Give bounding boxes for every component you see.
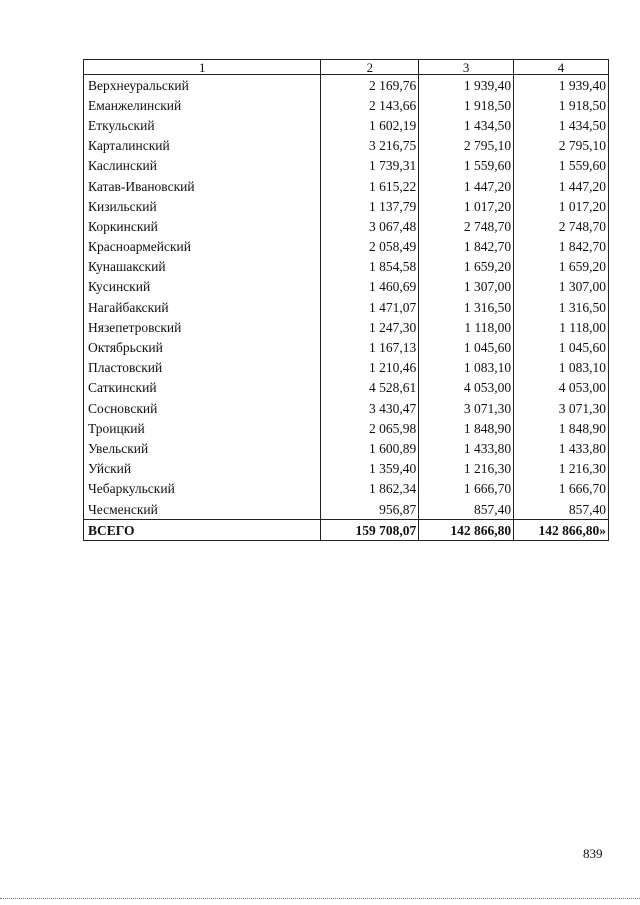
value-col4: 1 434,50 (514, 115, 609, 135)
table-row (84, 257, 609, 277)
value-col3: 1 447,20 (419, 176, 514, 196)
district-name: Октябрьский (84, 337, 321, 357)
value-col2: 956,87 (321, 499, 419, 520)
value-col4: 2 795,10 (514, 136, 609, 156)
total-value-col2: 159 708,07 (321, 520, 419, 541)
value-col2: 1 359,40 (321, 459, 419, 479)
value-col2: 1 854,58 (321, 257, 419, 277)
value-col2: 2 065,98 (321, 418, 419, 438)
value-col4: 3 071,30 (514, 398, 609, 418)
value-col3: 4 053,00 (419, 378, 514, 398)
district-name: Карталинский (84, 136, 321, 156)
value-col3: 2 748,70 (419, 216, 514, 236)
value-col2: 2 058,49 (321, 237, 419, 257)
table-total-row (84, 520, 609, 541)
district-name: Коркинский (84, 216, 321, 236)
value-col3: 1 083,10 (419, 358, 514, 378)
value-col2: 1 600,89 (321, 438, 419, 458)
value-col3: 2 795,10 (419, 136, 514, 156)
table-row (84, 136, 609, 156)
value-col3: 1 559,60 (419, 156, 514, 176)
column-header-4: 4 (514, 60, 609, 75)
value-col4: 857,40 (514, 499, 609, 520)
district-name: Еманжелинский (84, 95, 321, 115)
district-name: Чебаркульский (84, 479, 321, 499)
district-name: Кунашакский (84, 257, 321, 277)
value-col4: 1 666,70 (514, 479, 609, 499)
value-col4: 1 216,30 (514, 459, 609, 479)
district-name: Каслинский (84, 156, 321, 176)
value-col4: 1 559,60 (514, 156, 609, 176)
column-header-2: 2 (321, 60, 419, 75)
table-row (84, 237, 609, 257)
table-row (84, 378, 609, 398)
value-col4: 4 053,00 (514, 378, 609, 398)
budget-table (83, 59, 609, 541)
value-col4: 1 118,00 (514, 317, 609, 337)
district-name: Пластовский (84, 358, 321, 378)
value-col2: 1 602,19 (321, 115, 419, 135)
value-col3: 1 848,90 (419, 418, 514, 438)
value-col4: 1 848,90 (514, 418, 609, 438)
value-col2: 3 067,48 (321, 216, 419, 236)
district-name: Уйский (84, 459, 321, 479)
value-col3: 1 842,70 (419, 237, 514, 257)
value-col3: 1 666,70 (419, 479, 514, 499)
table-row (84, 216, 609, 236)
district-name: Верхнеуральский (84, 75, 321, 96)
table-row (84, 398, 609, 418)
district-name: Катав-Ивановский (84, 176, 321, 196)
table-row (84, 479, 609, 499)
table-row (84, 418, 609, 438)
value-col2: 4 528,61 (321, 378, 419, 398)
value-col3: 1 045,60 (419, 337, 514, 357)
value-col3: 1 017,20 (419, 196, 514, 216)
value-col2: 2 169,76 (321, 75, 419, 96)
total-value-col4: 142 866,80» (514, 520, 609, 541)
table-row (84, 115, 609, 135)
value-col4: 1 045,60 (514, 337, 609, 357)
table-row (84, 337, 609, 357)
value-col3: 1 307,00 (419, 277, 514, 297)
district-name: Нязепетровский (84, 317, 321, 337)
total-value-col3: 142 866,80 (419, 520, 514, 541)
value-col3: 1 316,50 (419, 297, 514, 317)
value-col4: 1 017,20 (514, 196, 609, 216)
table-row (84, 75, 609, 96)
district-name: Саткинский (84, 378, 321, 398)
value-col3: 1 659,20 (419, 257, 514, 277)
value-col4: 1 659,20 (514, 257, 609, 277)
value-col2: 1 460,69 (321, 277, 419, 297)
table-header-row (84, 60, 609, 75)
table-row (84, 297, 609, 317)
district-name: Сосновский (84, 398, 321, 418)
value-col3: 1 118,00 (419, 317, 514, 337)
district-name: Увельский (84, 438, 321, 458)
value-col3: 1 216,30 (419, 459, 514, 479)
value-col4: 1 447,20 (514, 176, 609, 196)
value-col3: 1 918,50 (419, 95, 514, 115)
district-name: Нагайбакский (84, 297, 321, 317)
value-col4: 1 433,80 (514, 438, 609, 458)
value-col3: 3 071,30 (419, 398, 514, 418)
value-col2: 3 430,47 (321, 398, 419, 418)
table-row (84, 95, 609, 115)
value-col3: 857,40 (419, 499, 514, 520)
table-row (84, 358, 609, 378)
total-label: ВСЕГО (84, 520, 321, 541)
page-number: 839 (583, 846, 603, 861)
district-name: Кусинский (84, 277, 321, 297)
district-name: Еткульский (84, 115, 321, 135)
table-row (84, 459, 609, 479)
value-col4: 1 083,10 (514, 358, 609, 378)
table-row (84, 438, 609, 458)
value-col3: 1 433,80 (419, 438, 514, 458)
district-name: Троицкий (84, 418, 321, 438)
value-col2: 1 739,31 (321, 156, 419, 176)
table-body (84, 75, 609, 520)
value-col2: 1 247,30 (321, 317, 419, 337)
value-col3: 1 939,40 (419, 75, 514, 96)
footer-divider (0, 898, 640, 899)
value-col4: 1 316,50 (514, 297, 609, 317)
district-name: Красноармейский (84, 237, 321, 257)
value-col2: 1 615,22 (321, 176, 419, 196)
table-row (84, 499, 609, 520)
district-name: Чесменский (84, 499, 321, 520)
value-col4: 1 918,50 (514, 95, 609, 115)
column-header-3: 3 (419, 60, 514, 75)
table-row (84, 317, 609, 337)
table-row (84, 196, 609, 216)
value-col4: 1 307,00 (514, 277, 609, 297)
value-col4: 2 748,70 (514, 216, 609, 236)
table-row (84, 176, 609, 196)
district-name: Кизильский (84, 196, 321, 216)
value-col2: 1 137,79 (321, 196, 419, 216)
value-col2: 1 471,07 (321, 297, 419, 317)
table-row (84, 156, 609, 176)
value-col2: 3 216,75 (321, 136, 419, 156)
value-col2: 1 862,34 (321, 479, 419, 499)
value-col2: 1 210,46 (321, 358, 419, 378)
value-col2: 1 167,13 (321, 337, 419, 357)
value-col3: 1 434,50 (419, 115, 514, 135)
value-col2: 2 143,66 (321, 95, 419, 115)
value-col4: 1 939,40 (514, 75, 609, 96)
column-header-1: 1 (84, 60, 321, 75)
table-row (84, 277, 609, 297)
value-col4: 1 842,70 (514, 237, 609, 257)
